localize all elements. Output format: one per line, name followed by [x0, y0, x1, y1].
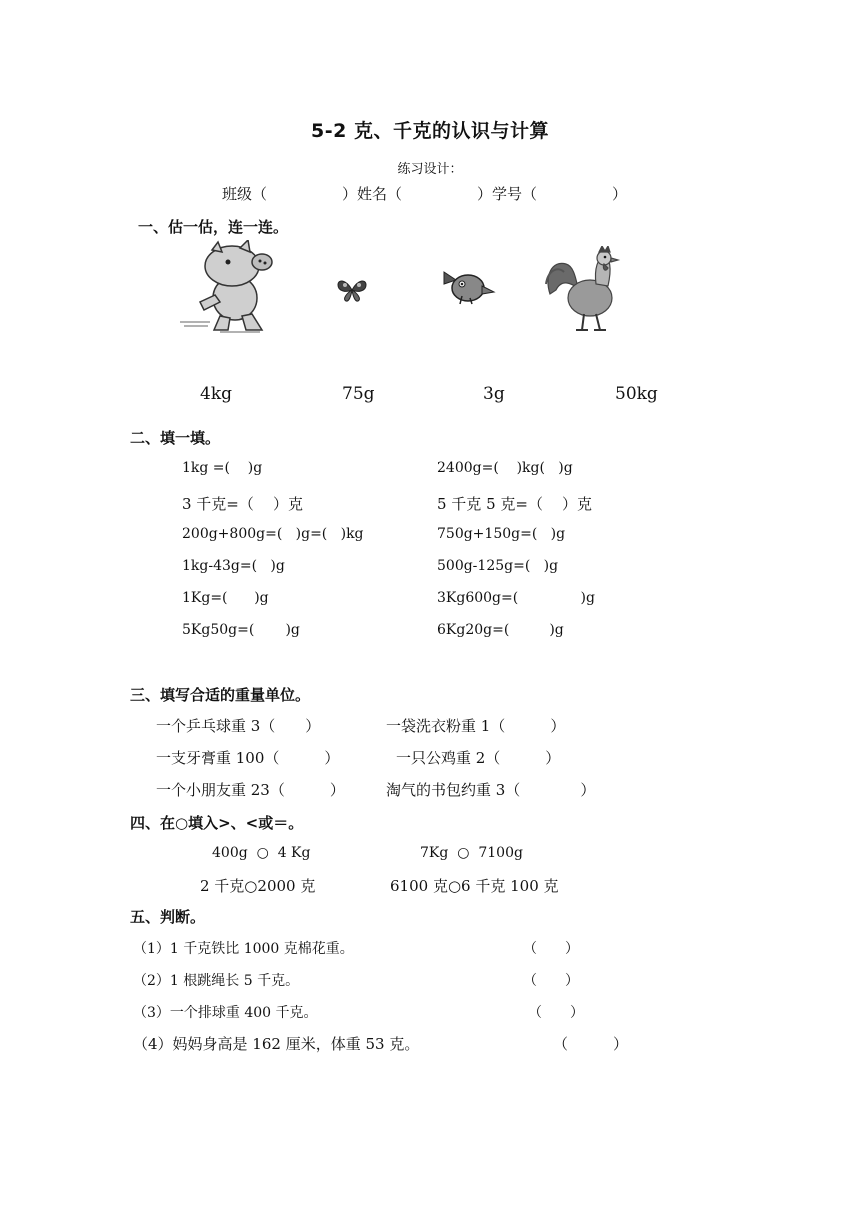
- fill-item: 1kg =( )g: [182, 460, 263, 476]
- unit-item: 淘气的书包约重 3（ ）: [386, 781, 596, 799]
- page-subtitle: 练习设计：: [397, 162, 463, 177]
- unit-item: 一个乒乓球重 3（ ）: [156, 717, 321, 735]
- judge-item: （1）1 千克铁比 1000 克棉花重。: [133, 941, 354, 957]
- judge-item: （4）妈妈身高是 162 厘米，体重 53 克。: [133, 1035, 420, 1053]
- fill-item: 750g+150g=( )g: [437, 526, 566, 542]
- butterfly-icon: [336, 277, 368, 303]
- section-2-heading: 二、填一填。: [130, 429, 221, 447]
- unit-item: 一支牙膏重 100（ ）: [156, 749, 340, 767]
- pig-icon: [180, 240, 280, 335]
- section-1-heading: 一、估一估，连一连。: [138, 218, 289, 236]
- judge-item: （2）1 根跳绳长 5 千克。: [133, 973, 300, 989]
- fill-item: 6Kg20g=( )g: [437, 622, 564, 638]
- page-title: 5-2 克、千克的认识与计算: [311, 120, 549, 142]
- fill-item: 2400g=( )kg( )g: [437, 460, 573, 476]
- fill-item: 3 千克=（ ）克: [182, 495, 303, 513]
- compare-item: 7Kg ○ 7100g: [420, 845, 523, 861]
- answer-bracket: （ ）: [523, 973, 579, 989]
- section-5-heading: 五、判断。: [130, 908, 206, 926]
- weight-option-3: 3g: [483, 384, 505, 404]
- fill-item: 5 千克 5 克=（ ）克: [437, 495, 593, 513]
- unit-item: 一个小朋友重 23（ ）: [156, 781, 345, 799]
- bird-icon: [440, 266, 496, 306]
- student-info-line: 班级（ ）姓名（ ）学号（ ）: [222, 185, 628, 203]
- compare-item: 2 千克○2000 克: [200, 877, 316, 895]
- fill-item: 3Kg600g=( )g: [437, 590, 595, 606]
- fill-item: 1Kg=( )g: [182, 590, 269, 606]
- fill-item: 5Kg50g=( )g: [182, 622, 300, 638]
- weight-option-1: 4kg: [200, 384, 232, 404]
- fill-item: 1kg-43g=( )g: [182, 558, 285, 574]
- answer-bracket: （ ）: [553, 1035, 629, 1053]
- compare-item: 400g ○ 4 Kg: [212, 845, 311, 861]
- unit-item: 一只公鸡重 2（ ）: [396, 749, 561, 767]
- section-3-heading: 三、填写合适的重量单位。: [130, 686, 311, 704]
- weight-option-2: 75g: [342, 384, 375, 404]
- fill-item: 500g-125g=( )g: [437, 558, 559, 574]
- fill-item: 200g+800g=( )g=( )kg: [182, 526, 364, 542]
- judge-item: （3）一个排球重 400 千克。: [133, 1005, 318, 1021]
- weight-option-4: 50kg: [615, 384, 658, 404]
- rooster-icon: [544, 246, 624, 332]
- compare-item: 6100 克○6 千克 100 克: [390, 877, 559, 895]
- section-4-heading: 四、在○填入>、<或＝。: [130, 814, 304, 832]
- answer-bracket: （ ）: [523, 941, 579, 957]
- unit-item: 一袋洗衣粉重 1（ ）: [386, 717, 566, 735]
- answer-bracket: （ ）: [528, 1005, 584, 1021]
